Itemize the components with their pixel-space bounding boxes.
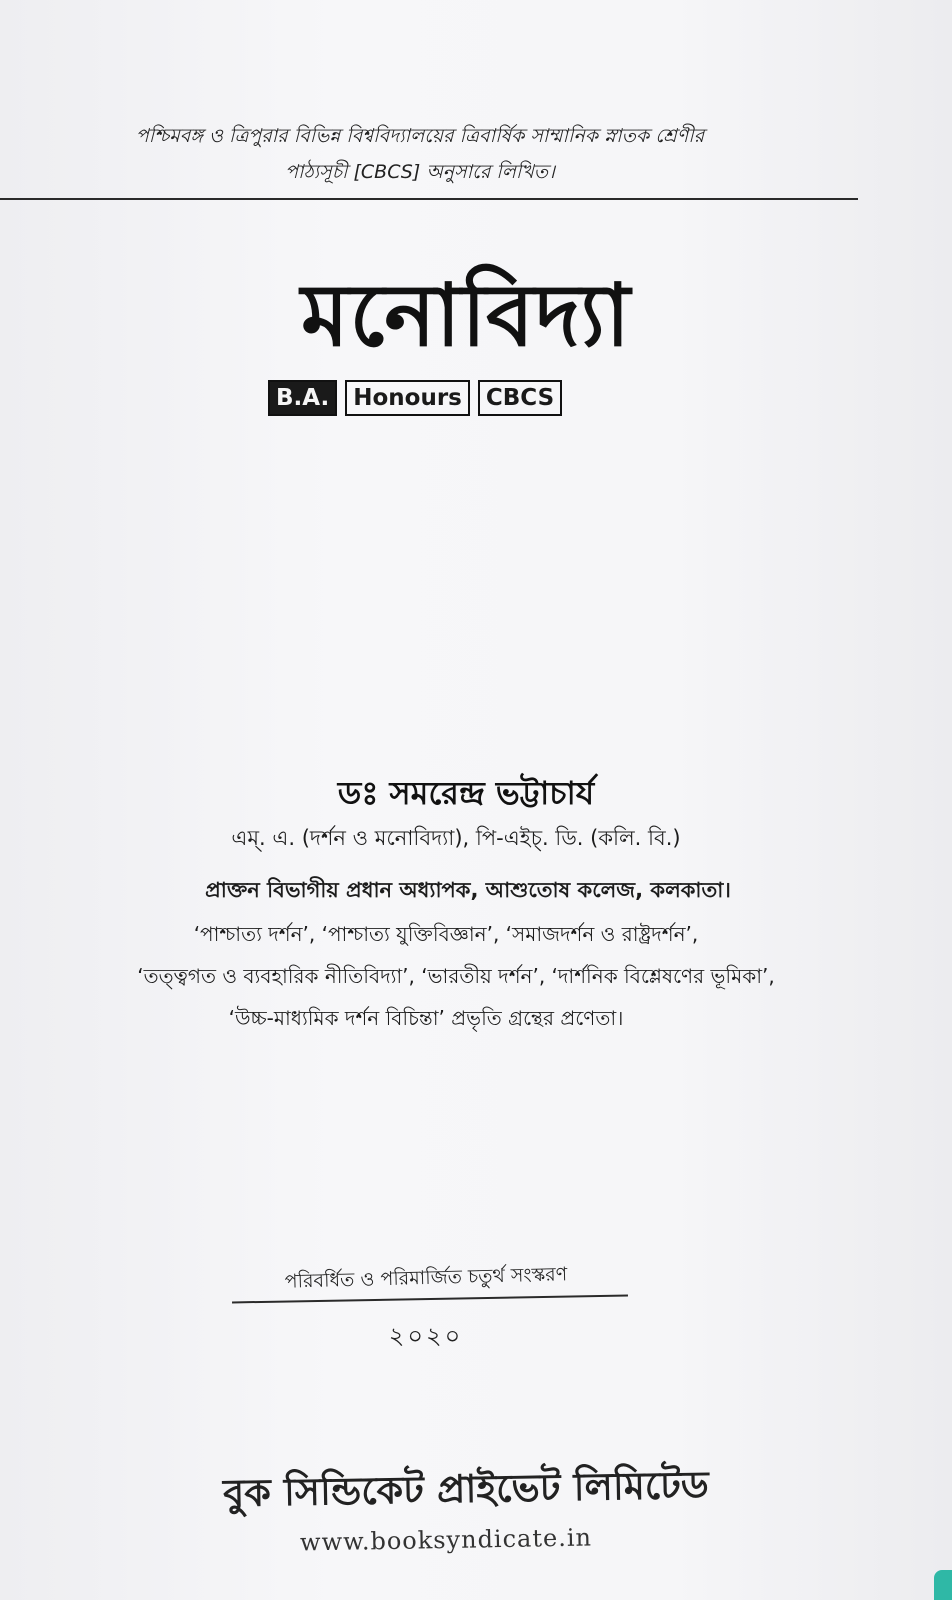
course-badges [268, 380, 562, 416]
header-divider [0, 198, 858, 200]
badge-ba: B.A. [268, 380, 337, 416]
book-title: মনোবিদ্যা [300, 266, 632, 366]
edition-label: পরিবর্ধিত ও পরিমার্জিত চতুর্থ সংস্করণ [284, 1263, 568, 1293]
publisher-website: www.booksyndicate.in [299, 1523, 593, 1557]
author-position: প্রাক্তন বিভাগীয় প্রধান অধ্যাপক, আশুতোষ কলেজ, কলকাতা। [205, 878, 731, 902]
syllabus-note-line-1: পশ্চিমবঙ্গ ও ত্রিপুরার বিভিন্ন বিশ্ববিদ্যালয়ের ত্রিবার্ষিক সাম্মানিক স্নাতক শ্রেণীর [135, 125, 705, 147]
author-books-line-1: ‘পাশ্চাত্য দর্শন’, ‘পাশ্চাত্য যুক্তিবিজ্ঞান’, ‘সমাজদর্শন ও রাষ্ট্রদর্শন’, [193, 922, 699, 946]
syllabus-note-line-2: পাঠ্যসূচী [CBCS] অনুসারে লিখিত। [285, 161, 555, 183]
edition-year: ২০২০ [388, 1322, 464, 1350]
author-books-line-3: ‘উচ্চ-মাধ্যমিক দর্শন বিচিন্তা’ প্রভৃতি গ্রন্থের প্রণেতা। [228, 1006, 624, 1030]
publisher-name: বুক সিন্ডিকেট প্রাইভেট লিমিটেড [222, 1462, 710, 1516]
author-degrees: এম্. এ. (দর্শন ও মনোবিদ্যা), পি-এইচ্. ডি. (কলি. বি.) [231, 826, 681, 850]
badge-honours: Honours [345, 380, 470, 416]
page-corner-edge [934, 1570, 952, 1600]
author-books-line-2: ‘তত্ত্বগত ও ব্যবহারিক নীতিবিদ্যা’, ‘ভারতীয় দর্শন’, ‘দার্শনিক বিশ্লেষণের ভূমিকা’, [137, 964, 775, 988]
badge-cbcs: CBCS [478, 380, 562, 416]
author-name: ডঃ সমরেন্দ্র ভট্টাচার্য [337, 774, 595, 812]
